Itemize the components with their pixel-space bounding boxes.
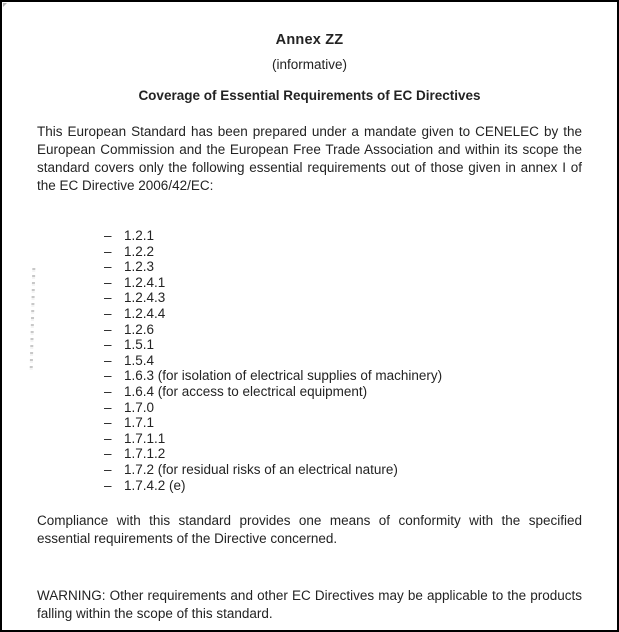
dash-marker: – bbox=[104, 274, 112, 290]
requirement-text: 1.2.4.1 bbox=[124, 274, 166, 290]
page-content bbox=[2, 2, 617, 623]
requirement-item bbox=[104, 275, 582, 291]
requirement-item bbox=[104, 337, 582, 353]
dash-marker: – bbox=[104, 368, 112, 384]
dash-marker: – bbox=[104, 290, 112, 306]
requirement-item bbox=[104, 462, 582, 478]
requirement-text: 1.5.4 bbox=[124, 352, 155, 368]
requirement-item bbox=[104, 415, 582, 431]
requirement-text: 1.2.1 bbox=[124, 228, 155, 243]
requirement-item bbox=[104, 400, 582, 416]
dash-marker: – bbox=[104, 383, 112, 399]
coverage-heading: Coverage of Essential Requirements of EC Directives bbox=[138, 88, 481, 103]
requirement-item bbox=[104, 353, 582, 369]
dash-marker: – bbox=[104, 415, 112, 431]
requirement-text: 1.2.4.3 bbox=[124, 290, 166, 306]
requirement-text: 1.2.4.4 bbox=[124, 305, 166, 321]
requirement-item bbox=[104, 446, 582, 462]
dash-marker: – bbox=[104, 446, 112, 462]
requirement-item bbox=[104, 368, 582, 384]
requirement-text: 1.7.4.2 (e) bbox=[124, 477, 186, 493]
requirement-text: 1.2.2 bbox=[124, 243, 155, 259]
dash-marker: – bbox=[104, 228, 112, 243]
annex-title: Annex ZZ bbox=[275, 32, 344, 48]
dash-marker: – bbox=[104, 337, 112, 353]
requirement-item bbox=[104, 244, 582, 260]
annex-subtitle: (informative) bbox=[271, 57, 347, 72]
requirement-text: 1.2.6 bbox=[124, 321, 155, 337]
warning-paragraph: WARNING: Other requirements and other EC Directives may be applicable to the products falling within the scope of this standard. bbox=[37, 588, 582, 622]
requirement-item bbox=[104, 306, 582, 322]
requirement-text: 1.5.1 bbox=[124, 337, 155, 353]
requirement-text: 1.7.1 bbox=[124, 415, 155, 431]
requirement-item bbox=[104, 290, 582, 306]
requirement-item bbox=[104, 322, 582, 338]
dash-marker: – bbox=[104, 259, 112, 275]
requirement-text: 1.7.0 bbox=[124, 399, 155, 415]
dash-marker: – bbox=[104, 477, 112, 493]
requirements-list bbox=[37, 228, 582, 493]
dash-marker: – bbox=[104, 430, 112, 446]
requirement-text: 1.2.3 bbox=[124, 259, 155, 275]
requirement-item bbox=[104, 384, 582, 400]
dash-marker: – bbox=[104, 399, 112, 415]
dash-marker: – bbox=[104, 243, 112, 259]
intro-paragraph: This European Standard has been prepared under a mandate given to CENELEC by the European Commission and the European Free Trade Association and within its scope the standard covers only the following essential requirements out of those given in annex I of the EC Directive 2006/42/EC: bbox=[37, 124, 582, 193]
requirement-text: 1.6.3 (for isolation of electrical supplies of machinery) bbox=[124, 368, 443, 384]
requirement-text: 1.7.2 (for residual risks of an electrical nature) bbox=[124, 461, 398, 477]
dash-marker: – bbox=[104, 461, 112, 477]
requirement-text: 1.6.4 (for access to electrical equipment) bbox=[124, 383, 368, 399]
dash-marker: – bbox=[104, 352, 112, 368]
compliance-paragraph: Compliance with this standard provides one means of conformity with the specified essential requirements of the Directive concerned. bbox=[37, 513, 582, 547]
requirement-item bbox=[104, 478, 582, 494]
requirement-text: 1.7.1.2 bbox=[124, 446, 166, 462]
dash-marker: – bbox=[104, 321, 112, 337]
requirement-item bbox=[104, 259, 582, 275]
requirement-item bbox=[104, 228, 582, 244]
dash-marker: – bbox=[104, 305, 112, 321]
requirement-text: 1.7.1.1 bbox=[124, 430, 166, 446]
requirement-item bbox=[104, 431, 582, 447]
